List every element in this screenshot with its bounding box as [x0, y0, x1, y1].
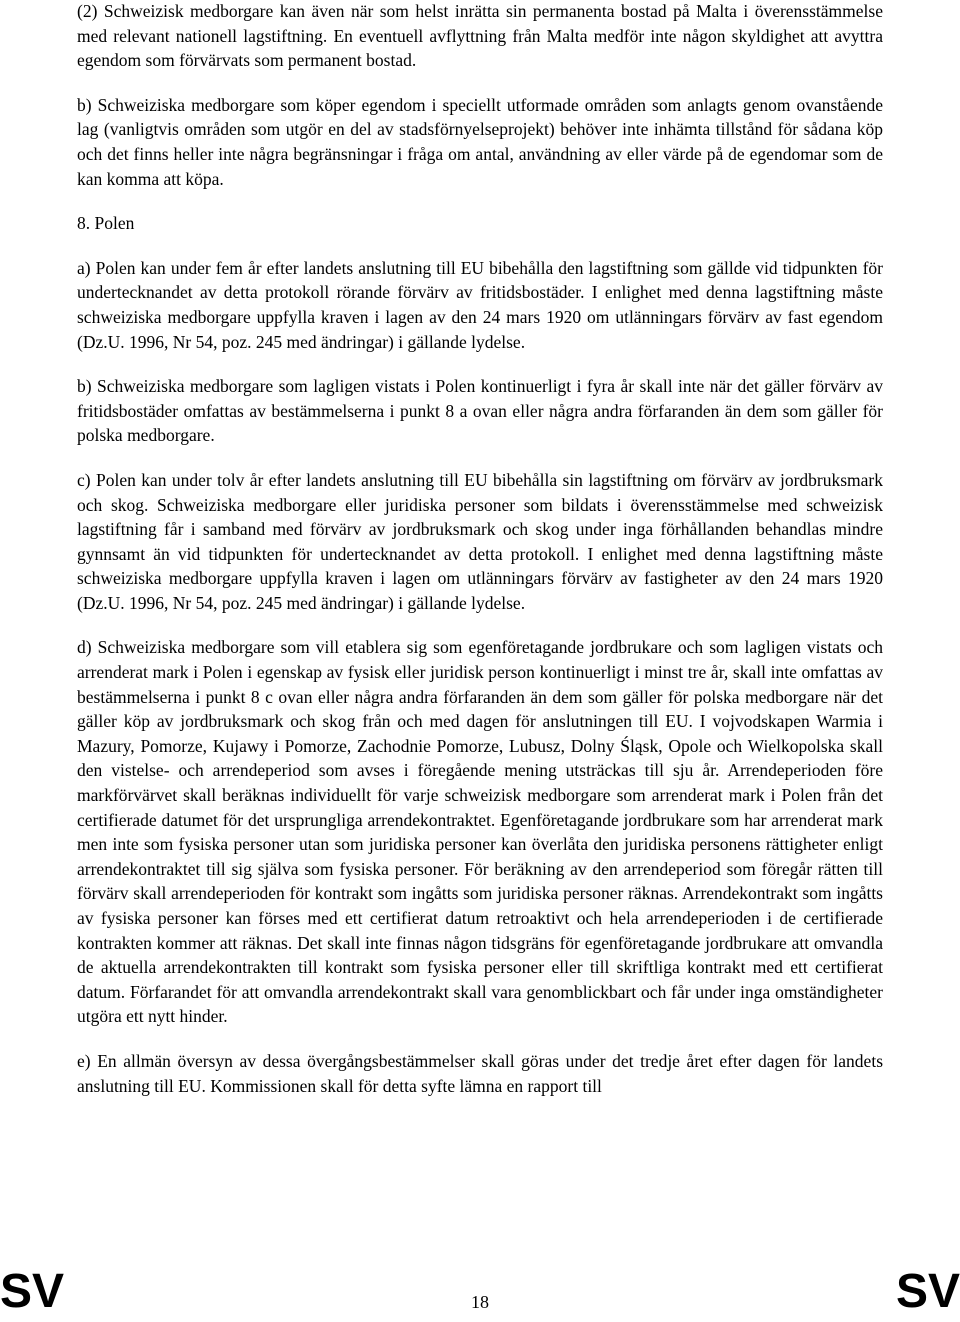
paragraph-malta-2: (2) Schweizisk medborgare kan även när som helst inrätta sin permanenta bostad på Malta i överensstämmelse med relevant nationell lagstiftning. En eventuell avflyttning från Malta medför inte någon skyldighet att avyttra egendom som förvärvats som permanent bostad. — [77, 1, 883, 71]
section-heading-polen: 8. Polen — [77, 213, 135, 234]
page-number: 18 — [471, 1292, 489, 1312]
paragraph-polen-d: d) Schweiziska medborgare som vill etablera sig som egenföretagande jordbrukare och som lagligen vistats och arrenderat mark i Polen i egenskap av fysisk eller juridisk person kontinuerligt i minst tre år, skall inte omfattas av bestämmelserna i punkt 8 c ovan eller några andra förfaranden än dem som gäller för polska medborgare när det gäller köp av jordbruksmark och skog från och med dagen för anslutningen till EU. I vojvodskapen Warmia i Mazury, Pomorze, Kujawy i Pomorze, Zachodnie Pomorze, Lubusz, Dolny Śląsk, Opole och Wielkopolska skall den vistelse- och arrendeperiod som avses i föregående mening utsträckas till sju år. Arrendeperioden före markförvärvet skall beräknas individuellt för varje schweizisk medborgare som arrenderat mark i Polen från det certifierade datumet för det ursprungliga arrendekontraktet. Egenföretagande jordbrukare som har arrenderat mark men inte som fysiska personer utan som juridiska personer kan överlåta den juridiska personens rättigheter enligt arrendekontraktet till sig själva som fysiska personer. För beräkning av den arrendeperiod som föregår rätten till förvärv skall arrendeperioden för kontrakt som ingåtts som juridiska personer räknas. Arrendekontrakt som ingåtts av fysiska personer kan förses med ett certifierat datum retroaktivt och hela arrendeperioden i de certifierade kontrakten kommer att räknas. Det skall inte finnas någon tidsgräns för egenföretagande jordbrukare att omvandla de aktuella arrendekontrakten till kontrakt som fysiska personer eller till skriftliga kontrakt med ett certifierat datum. Förfarandet för att omvandla arrendekontrakt skall vara genomblickbart och får under inga omständigheter utgöra ett nytt hinder. — [77, 637, 883, 1027]
paragraph-polen-e: e) En allmän översyn av dessa övergångsbestämmelser skall göras under det tredje året efter dagen för landets anslutning till EU. Kommissionen skall för detta syfte lämna en rapport till — [77, 1050, 883, 1096]
paragraph-malta-b: b) Schweiziska medborgare som köper egendom i speciellt utformade områden som anlagts genom ovanstående lag (vanligtvis områden som utgör en del av stadsförnyelseprojekt) behöver inte inhämta tillstånd för sådana köp och det finns heller inte några begränsningar i fråga om antal, användning av eller värde på de egendomar som de kan komma att köpa. — [77, 94, 883, 189]
paragraph-polen-c: c) Polen kan under tolv år efter landets anslutning till EU bibehålla sin lagstiftning om förvärv av jordbruksmark och skog. Schweiziska medborgare eller juridiska personer som bildats i överensstämmelse med schweizisk lagstiftning får i samband med förvärv av jordbruksmark och skog under inga förhållanden behandlas mindre gynnsamt än vid tidpunkten för undertecknandet av detta protokoll. I enlighet med denna lagstiftning måste schweiziska medborgare uppfylla kraven i lagen om utlänningars förvärv av fastigheter av den 24 mars 1920 (Dz.U. 1996, Nr 54, poz. 245 med ändringar) i gällande lydelse. — [77, 469, 883, 613]
document-body — [77, 0, 883, 1098]
language-code-right: SV — [895, 1265, 960, 1318]
paragraph-polen-b: b) Schweiziska medborgare som lagligen vistats i Polen kontinuerligt i fyra år skall inte när det gäller förvärv av fritidsbostäder omfattas av bestämmelserna i punkt 8 a ovan eller några andra förfaranden än dem som gäller för polska medborgare. — [77, 376, 883, 446]
language-code-left: SV — [0, 1265, 65, 1318]
paragraph-polen-a: a) Polen kan under fem år efter landets anslutning till EU bibehålla den lagstiftning som gällde vid tidpunkten för undertecknandet av detta protokoll rörande förvärv av fritidsbostäder. I enlighet med denna lagstiftning måste schweiziska medborgare uppfylla kraven i lagen av den 24 mars 1920 om utlänningars förvärv av fast egendom (Dz.U. 1996, Nr 54, poz. 245 med ändringar) i gällande lydelse. — [77, 257, 883, 352]
